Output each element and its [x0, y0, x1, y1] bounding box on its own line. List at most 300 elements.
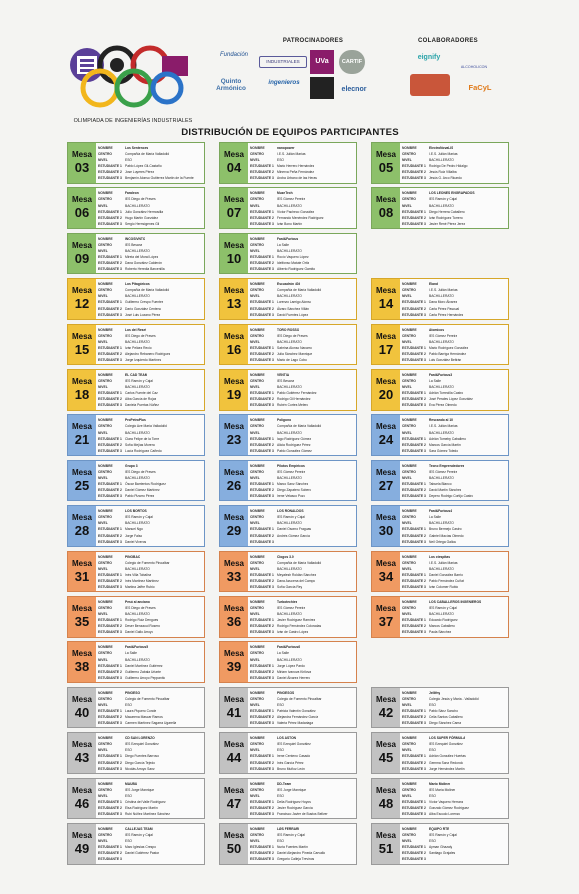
team-card: [219, 778, 357, 820]
mesa-number: 24: [378, 432, 394, 448]
student-1-label: ESTUDIANTE 1: [402, 482, 426, 487]
team-name-label: NOMBRE: [98, 282, 113, 287]
student-1-value: Clara Felipe de la Torre: [125, 436, 160, 441]
student-3-row: [98, 448, 202, 454]
student-1-label: ESTUDIANTE 1: [402, 436, 426, 441]
table-badge: [68, 370, 96, 410]
team-name-value: LOS LEONES ENGRAPADOS: [429, 191, 475, 196]
student-1-value: Irene Centeno Casado: [277, 754, 311, 759]
table-badge: [68, 188, 96, 228]
school-value: Colegio de Fomento Pinoalbar: [125, 560, 170, 565]
team-details: [98, 508, 202, 545]
team-name-value: Escuadrón 404: [277, 282, 301, 287]
student-1-value: Manuel Ngo: [125, 527, 143, 532]
table-badge: [68, 597, 96, 637]
student-1-label: ESTUDIANTE 1: [402, 572, 426, 577]
team-card: [371, 460, 509, 502]
level-label: NIVEL: [250, 475, 260, 480]
mesa-label: Mesa: [223, 740, 244, 750]
school-value: IES Ezequiel González: [429, 742, 463, 747]
student-1-label: ESTUDIANTE 1: [402, 799, 426, 804]
team-details: [250, 554, 354, 591]
mesa-number: 36: [226, 613, 242, 629]
mesa-number: 45: [378, 750, 394, 766]
student-2-label: ESTUDIANTE 2: [98, 533, 122, 538]
school-label: CENTRO: [98, 379, 112, 384]
school-label: CENTRO: [402, 515, 416, 520]
student-3-label: ESTUDIANTE 3: [250, 630, 274, 635]
student-3-label: ESTUDIANTE 3: [402, 494, 426, 499]
student-1-label: ESTUDIANTE 1: [250, 709, 274, 714]
student-3-label: ESTUDIANTE 3: [250, 857, 274, 862]
student-1-label: ESTUDIANTE 1: [98, 209, 122, 214]
level-label: NIVEL: [402, 566, 412, 571]
school-value: IES Ramón y Cajal: [277, 515, 305, 520]
student-2-label: ESTUDIANTE 2: [250, 624, 274, 629]
level-value: BACHILLERATO: [277, 294, 302, 299]
student-2-value: Carla Pérez Pascual: [429, 306, 460, 311]
level-value: ESO: [125, 158, 132, 163]
level-value: ESO: [429, 793, 436, 798]
table-badge: [372, 688, 400, 728]
table-badge: [372, 188, 400, 228]
student-1-value: Ayman Ghazaly: [429, 845, 453, 850]
student-2-label: ESTUDIANTE 2: [402, 442, 426, 447]
student-2-value: Celia Santos Caballero: [429, 715, 463, 720]
school-value: Compañía de María Valladolid: [277, 560, 322, 565]
student-3-label: ESTUDIANTE 3: [250, 176, 274, 181]
team-details: [250, 327, 354, 364]
team-name-label: NOMBRE: [402, 146, 417, 150]
student-2-label: ESTUDIANTE 2: [402, 306, 426, 311]
student-1-label: ESTUDIANTE 1: [250, 345, 274, 350]
student-3-label: ESTUDIANTE 3: [98, 176, 122, 181]
mesa-number: 16: [226, 341, 242, 357]
student-3-value: Sofía García Rey: [277, 585, 303, 590]
student-3-row: [250, 629, 354, 635]
team-name-value: CALLEJAS TEAM: [125, 827, 153, 831]
mesa-label: Mesa: [71, 422, 92, 432]
student-2-label: ESTUDIANTE 2: [98, 760, 122, 765]
team-card: [371, 278, 509, 320]
team-name-label: NOMBRE: [250, 373, 265, 377]
mesa-number: 41: [226, 704, 242, 720]
student-3-value: José Luis Lozano Pérez: [125, 312, 161, 317]
level-value: BACHILLERATO: [125, 657, 150, 662]
mesa-label: Mesa: [375, 830, 396, 840]
student-1-label: ESTUDIANTE 1: [402, 300, 426, 305]
mesa-label: Mesa: [71, 376, 92, 386]
school-label: CENTRO: [98, 606, 112, 611]
team-name-value: Pilotos Empíricos: [277, 463, 305, 468]
student-2-label: ESTUDIANTE 2: [98, 669, 122, 674]
school-label: CENTRO: [250, 833, 264, 838]
team-name-value: Grupo 3: [125, 463, 138, 468]
mesa-number: 34: [378, 568, 394, 584]
level-value: BACHILLERATO: [125, 203, 150, 208]
level-value: BACHILLERATO: [429, 521, 454, 526]
student-1-value: Patricia Valentín González: [277, 709, 316, 714]
student-1-label: ESTUDIANTE 1: [98, 845, 122, 850]
student-1-value: Iago Rodríguez Gómez: [277, 436, 312, 441]
school-label: CENTRO: [250, 651, 264, 656]
student-3-label: ESTUDIANTE 3: [402, 176, 426, 181]
team-name-value: MAUBU: [125, 781, 138, 786]
team-name-label: NOMBRE: [402, 418, 417, 423]
level-value: BACHILLERATO: [429, 612, 454, 617]
mesa-number: 07: [226, 205, 242, 221]
student-2-value: Alejandro Rebanero Rodríguez: [125, 351, 171, 356]
collaborator-alcoholicon-logo: ALCOHOLICON: [460, 65, 488, 69]
team-details: [98, 145, 202, 182]
table-badge: [68, 506, 96, 546]
mesa-number: 38: [74, 659, 90, 675]
school-value: IES Ramón y Cajal: [429, 606, 457, 611]
student-1-label: ESTUDIANTE 1: [402, 391, 426, 396]
student-1-value: Adrián González Huertas: [429, 754, 466, 759]
school-value: IES Ramón y Cajal: [125, 379, 153, 384]
student-1-value: Mario Rodríguez González: [429, 345, 469, 350]
student-2-label: ESTUDIANTE 2: [402, 578, 426, 583]
team-card: [67, 187, 205, 229]
team-name-label: NOMBRE: [402, 736, 417, 741]
student-2-value: Elsa Rodríguez Martín: [125, 805, 158, 810]
student-3-label: ESTUDIANTE 3: [402, 766, 426, 771]
mesa-label: Mesa: [223, 331, 244, 341]
student-2-value: Daniel Alejandro Pineda Carvallo: [277, 851, 326, 856]
table-badge: [220, 642, 248, 682]
student-1-value: Pablo López Gil-Castaño: [125, 164, 162, 169]
student-3-row: [402, 629, 506, 635]
team-name-label: NOMBRE: [98, 781, 113, 786]
student-2-label: ESTUDIANTE 2: [98, 488, 122, 493]
mesa-label: Mesa: [375, 740, 396, 750]
student-3-value: Iván Colomer Rubio: [429, 585, 459, 590]
level-label: NIVEL: [98, 430, 108, 435]
student-2-value: Guillermo Zabala Uriarte: [125, 669, 161, 674]
student-1-label: ESTUDIANTE 1: [98, 663, 122, 668]
team-details: [402, 281, 506, 318]
team-name-value: MuzeTech: [277, 191, 293, 196]
school-value: IES Diego de Praves: [125, 469, 156, 474]
sponsor-cartif-logo: CARTIF: [339, 50, 365, 74]
team-card: [67, 324, 205, 366]
table-badge: [372, 370, 400, 410]
level-value: BACHILLERATO: [125, 475, 150, 480]
student-3-value: Jorge Hernández Martín: [429, 766, 465, 771]
student-1-value: Mireia del Moral López: [125, 255, 159, 260]
mesa-label: Mesa: [375, 376, 396, 386]
student-2-label: ESTUDIANTE 2: [402, 805, 426, 810]
student-2-value: Diego Zapatero Sobero: [277, 488, 312, 493]
school-value: IES Gómez Pereira: [277, 197, 306, 202]
mesa-number: 21: [74, 432, 90, 448]
team-name-value: PINOESO: [125, 690, 141, 695]
student-1-label: ESTUDIANTE 1: [402, 209, 426, 214]
team-card: [67, 823, 205, 865]
team-details: [98, 190, 202, 227]
mesa-number: 15: [74, 341, 90, 357]
student-1-label: ESTUDIANTE 1: [250, 300, 274, 305]
student-2-label: ESTUDIANTE 2: [98, 170, 122, 175]
team-name-label: NOMBRE: [250, 282, 265, 287]
team-name-label: NOMBRE: [402, 600, 417, 604]
mesa-number: 42: [378, 704, 394, 720]
level-value: BACHILLERATO: [125, 612, 150, 617]
student-2-value: Darío González Centeno: [125, 306, 162, 311]
student-3-value: Daniel Álvarez Herrero: [277, 675, 311, 680]
student-1-label: ESTUDIANTE 1: [98, 527, 122, 532]
team-card: [371, 596, 509, 638]
school-label: CENTRO: [250, 469, 264, 474]
team-card: [219, 551, 357, 593]
table-badge: [68, 461, 96, 501]
team-name-value: Mario Moliner: [429, 781, 451, 786]
student-3-row: [250, 175, 354, 181]
team-name-label: NOMBRE: [250, 146, 265, 150]
team-name-value: Los Sentences: [125, 146, 149, 150]
student-3-row: [250, 584, 354, 590]
student-3-value: Neil Ortega Gallou: [429, 539, 457, 544]
team-details: [98, 690, 202, 727]
team-name-label: NOMBRE: [250, 690, 265, 695]
mesa-number: 03: [74, 159, 90, 175]
student-2-label: ESTUDIANTE 2: [98, 805, 122, 810]
team-card: [219, 278, 357, 320]
school-value: Compañía de María Valladolid: [125, 288, 170, 293]
collaborator-facyl-logo: FaCyL: [468, 83, 492, 92]
student-3-row: [250, 266, 354, 272]
sponsor-elecnor-logo: elecnor: [341, 86, 367, 93]
school-label: CENTRO: [250, 152, 264, 157]
student-3-label: ESTUDIANTE 3: [250, 721, 274, 726]
team-card: [219, 641, 357, 683]
level-value: BACHILLERATO: [125, 521, 150, 526]
team-card: [371, 732, 509, 774]
student-1-label: ESTUDIANTE 1: [98, 164, 122, 169]
student-3-label: ESTUDIANTE 3: [98, 358, 122, 363]
student-3-value: Diego Sánchez Cama: [429, 721, 462, 726]
school-value: IES Besana: [277, 379, 295, 384]
student-2-label: ESTUDIANTE 2: [250, 170, 274, 175]
level-label: NIVEL: [98, 521, 108, 526]
table-badge: [372, 415, 400, 455]
mesa-number: 29: [226, 523, 242, 539]
mesa-label: Mesa: [71, 513, 92, 523]
team-name-label: NOMBRE: [250, 736, 265, 741]
student-2-label: ESTUDIANTE 2: [250, 351, 274, 356]
table-badge: [68, 279, 96, 319]
level-value: BACHILLERATO: [125, 294, 150, 299]
level-label: NIVEL: [98, 748, 108, 753]
student-1-value: Dana Moro Álvarez: [429, 300, 458, 305]
student-1-value: Rodrigo De Pedro Hidalgo: [429, 164, 468, 169]
student-2-label: ESTUDIANTE 2: [98, 442, 122, 447]
student-3-label: ESTUDIANTE 3: [98, 267, 122, 272]
level-label: NIVEL: [402, 430, 412, 435]
mesa-label: Mesa: [375, 149, 396, 159]
team-details: [250, 690, 354, 727]
school-label: CENTRO: [402, 333, 416, 338]
student-3-value: Nicolás Arroyo Sanz: [125, 766, 155, 771]
student-3-label: ESTUDIANTE 3: [250, 267, 274, 272]
school-label: CENTRO: [402, 696, 416, 701]
team-name-label: NOMBRE: [402, 827, 417, 831]
team-name-label: NOMBRE: [98, 827, 113, 831]
student-1-label: ESTUDIANTE 1: [250, 618, 274, 623]
student-1-label: ESTUDIANTE 1: [402, 345, 426, 350]
mesa-label: Mesa: [71, 558, 92, 568]
student-2-value: Hugo Martín González: [125, 215, 158, 220]
school-value: I.E.S. Julián Marías: [277, 152, 306, 157]
mesa-number: 44: [226, 750, 242, 766]
level-label: NIVEL: [98, 158, 108, 163]
table-badge: [68, 824, 96, 864]
team-name-label: NOMBRE: [98, 690, 113, 695]
team-name-value: LOS ASTON: [277, 736, 297, 741]
school-value: I.E.S. Julián Marías: [429, 424, 458, 429]
student-3-value: Daniela Puertas Núñez: [125, 403, 159, 408]
school-value: La Salle: [277, 651, 289, 656]
level-value: BACHILLERATO: [277, 339, 302, 344]
team-name-label: NOMBRE: [98, 600, 113, 604]
level-label: NIVEL: [402, 612, 412, 617]
team-name-value: Los Pitagóricos: [125, 282, 150, 287]
team-details: [402, 781, 506, 818]
student-2-label: ESTUDIANTE 2: [98, 351, 122, 356]
olympiad-caption: OLIMPIADA DE INGENIERÍAS INDUSTRIALES: [73, 118, 193, 124]
student-1-value: Víctor Vaquero Herranz: [429, 799, 464, 804]
school-label: CENTRO: [250, 696, 264, 701]
student-1-label: ESTUDIANTE 1: [250, 572, 274, 577]
school-value: La Salle: [429, 515, 441, 520]
table-badge: [372, 597, 400, 637]
team-name-label: NOMBRE: [250, 191, 265, 196]
team-card: [219, 823, 357, 865]
mesa-number: 08: [378, 205, 394, 221]
student-2-label: ESTUDIANTE 2: [250, 215, 274, 220]
student-1-label: ESTUDIANTE 1: [250, 799, 274, 804]
school-value: IES Gómez Pereira: [429, 333, 458, 338]
mesa-label: Mesa: [71, 603, 92, 613]
student-2-value: Julia Sánchez Manrique: [277, 351, 313, 356]
school-value: IES Jorge Manrique: [125, 787, 155, 792]
team-details: [98, 281, 202, 318]
sponsor-quinto-armonico-logo: Quinto Armónico: [216, 78, 246, 92]
olympiad-rings-logo: [62, 38, 192, 120]
student-3-label: ESTUDIANTE 3: [98, 812, 122, 817]
student-3-label: ESTUDIANTE 3: [98, 675, 122, 680]
team-details: [98, 644, 202, 681]
student-3-row: [402, 811, 506, 817]
student-2-value: Gonzalo Gómez Rodríguez: [429, 805, 469, 810]
team-details: [98, 372, 202, 409]
student-1-value: Sabrina Alonso Navarro: [277, 345, 312, 350]
table-badge: [220, 597, 248, 637]
mesa-label: Mesa: [375, 513, 396, 523]
school-value: I.E.S. Julián Marías: [429, 560, 458, 565]
team-details: [402, 417, 506, 454]
level-label: NIVEL: [402, 793, 412, 798]
level-label: NIVEL: [250, 521, 260, 526]
table-badge: [220, 733, 248, 773]
student-3-row: [98, 175, 202, 181]
mesa-number: 28: [74, 523, 90, 539]
team-name-label: NOMBRE: [250, 509, 265, 514]
student-3-row: [98, 629, 202, 635]
student-1-label: ESTUDIANTE 1: [98, 618, 122, 623]
team-card: [67, 778, 205, 820]
mesa-number: 23: [226, 432, 242, 448]
student-3-value: Carmen Martínez Sagarra Ugarella: [125, 721, 177, 726]
student-1-label: ESTUDIANTE 1: [402, 618, 426, 623]
student-1-value: Lorenzo Lamigo Alonso: [277, 300, 312, 305]
team-name-value: DD-Team: [277, 781, 292, 786]
school-label: CENTRO: [250, 333, 264, 338]
level-label: NIVEL: [402, 294, 412, 299]
team-details: [402, 463, 506, 500]
level-value: ESO: [277, 839, 284, 844]
student-1-label: ESTUDIANTE 1: [250, 436, 274, 441]
student-1-label: ESTUDIANTE 1: [98, 436, 122, 441]
school-label: CENTRO: [98, 469, 112, 474]
team-card: [67, 278, 205, 320]
school-label: CENTRO: [98, 424, 112, 429]
mesa-label: Mesa: [71, 694, 92, 704]
team-card: [371, 687, 509, 729]
student-3-value: Jesús G. Arco Ricardo: [429, 176, 462, 181]
school-value: IES Diego de Praves: [125, 606, 156, 611]
student-3-row: [98, 221, 202, 227]
team-name-value: Fast&Furious: [277, 236, 299, 241]
student-2-label: ESTUDIANTE 2: [402, 760, 426, 765]
student-3-value: Martina Jaffre Rubio: [125, 585, 155, 590]
student-3-label: ESTUDIANTE 3: [98, 630, 122, 635]
school-value: IES Diego de Praves: [125, 333, 156, 338]
student-3-label: ESTUDIANTE 3: [402, 312, 426, 317]
student-1-value: Guillermo Crespo Fuentes: [125, 300, 164, 305]
level-label: NIVEL: [98, 702, 108, 707]
student-3-label: ESTUDIANTE 3: [250, 448, 274, 453]
student-3-value: Luis González Beltrán: [429, 358, 462, 363]
school-value: IES Ramón y Cajal: [125, 833, 153, 838]
level-label: NIVEL: [98, 248, 108, 253]
mesa-label: Mesa: [71, 240, 92, 250]
level-label: NIVEL: [98, 793, 108, 798]
table-badge: [220, 779, 248, 819]
team-card: [219, 596, 357, 638]
student-2-value: Sofía Mejías Moreno: [125, 442, 156, 447]
table-badge: [68, 234, 96, 274]
student-3-label: ESTUDIANTE 3: [98, 448, 122, 453]
team-name-label: NOMBRE: [402, 463, 417, 468]
team-card: [371, 324, 509, 366]
mesa-label: Mesa: [375, 603, 396, 613]
student-1-value: Julio González Hermosilla: [125, 209, 164, 214]
team-name-value: Fast&Furious4: [429, 509, 453, 514]
student-3-value: Sergio Hermógenes Gil: [125, 221, 160, 226]
team-name-label: NOMBRE: [98, 418, 113, 423]
student-2-label: ESTUDIANTE 2: [402, 488, 426, 493]
level-value: ESO: [277, 748, 284, 753]
table-badge: [220, 415, 248, 455]
mesa-label: Mesa: [71, 740, 92, 750]
school-value: Colegio de Fomento Pinoalbar: [125, 696, 170, 701]
student-1-label: ESTUDIANTE 1: [402, 709, 426, 714]
mesa-number: 30: [378, 523, 394, 539]
team-details: [402, 554, 506, 591]
student-2-value: Alba García de Rojas: [125, 397, 157, 402]
